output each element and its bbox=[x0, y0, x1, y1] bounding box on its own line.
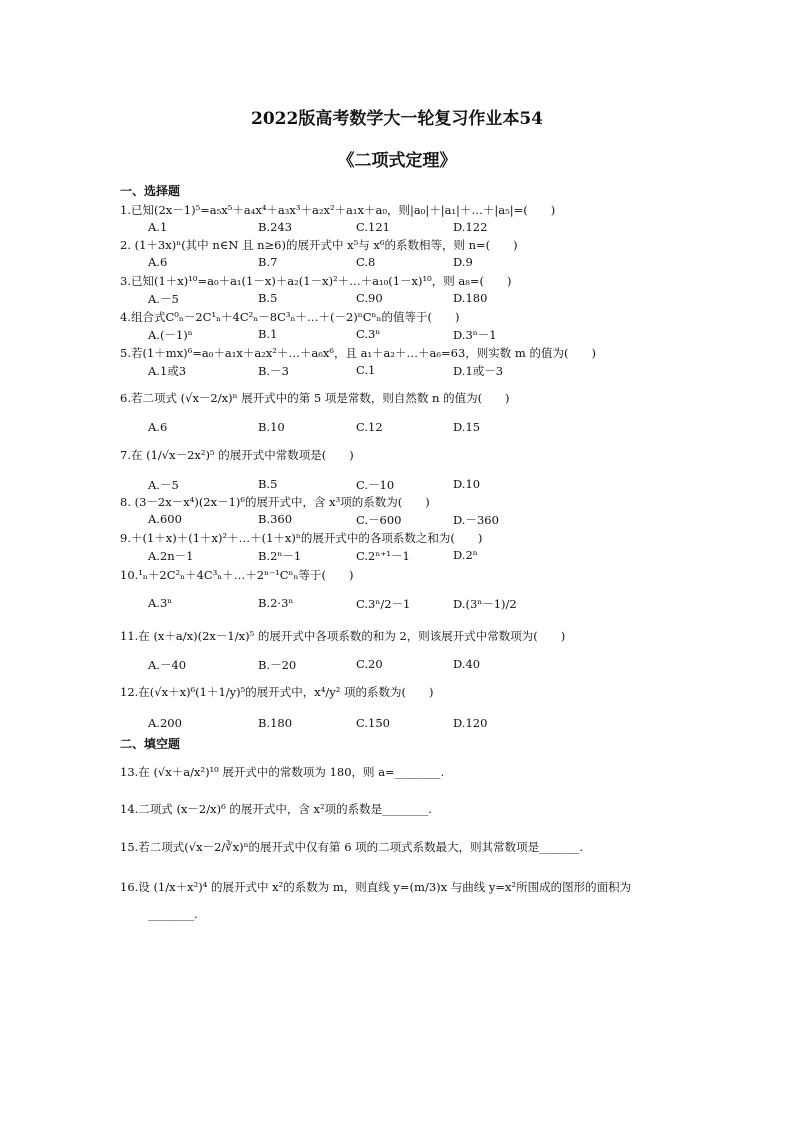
question-8: 8. (3－2x－x⁴)(2x－1)⁶的展开式中，含 x³项的系数为( ) bbox=[120, 495, 430, 509]
question-11: 11.在 (x＋a/x)(2x－1/x)⁵ 的展开式中各项系数的和为 2，则该展开式中常数项为( ) bbox=[120, 629, 566, 643]
options-11 bbox=[148, 657, 708, 673]
option-d: D.3ⁿ－1 bbox=[453, 328, 497, 342]
option-c: C.－10 bbox=[356, 478, 395, 492]
question-2: 2. (1＋3x)ⁿ(其中 n∈N 且 n≥6)的展开式中 x⁵与 x⁶的系数相等，则 n=( ) bbox=[120, 238, 518, 252]
option-a: A.6 bbox=[148, 255, 168, 269]
option-b: B.2ⁿ－1 bbox=[258, 549, 302, 563]
option-b: B.－20 bbox=[258, 658, 297, 672]
option-a: A.3ⁿ bbox=[148, 596, 173, 610]
question-10: 10.¹ₙ＋2C²ₙ＋4C³ₙ＋…＋2ⁿ⁻¹Cⁿₙ等于( ) bbox=[120, 568, 354, 582]
option-c: C.90 bbox=[356, 291, 383, 305]
question-16: 16.设 (1/x＋x²)⁴ 的展开式中 x²的系数为 m，则直线 y=(m/3)x 与曲线 y=x²所围成的图形的面积为 bbox=[120, 880, 632, 894]
options-2 bbox=[148, 255, 708, 271]
question-12: 12.在(√x＋x)⁶(1＋1/y)⁵的展开式中，x⁴/y² 项的系数为( ) bbox=[120, 685, 434, 699]
option-b: B.1 bbox=[258, 327, 278, 341]
option-b: B.2·3ⁿ bbox=[258, 596, 294, 610]
option-d: D.180 bbox=[453, 291, 488, 305]
option-a: A.－40 bbox=[148, 658, 187, 672]
option-c: C.20 bbox=[356, 657, 383, 671]
option-b: B.360 bbox=[258, 512, 293, 526]
option-c: C.12 bbox=[356, 420, 383, 434]
option-d: D.40 bbox=[453, 657, 481, 671]
option-d: D.(3ⁿ－1)/2 bbox=[453, 597, 517, 611]
option-c: C.1 bbox=[356, 363, 376, 377]
option-a: A.6 bbox=[148, 420, 168, 434]
section-heading-fill: 二、填空题 bbox=[120, 737, 181, 751]
question-9: 9.＋(1＋x)＋(1＋x)²＋…＋(1＋x)ⁿ的展开式中的各项系数之和为( ) bbox=[120, 531, 483, 545]
option-c: C.150 bbox=[356, 716, 390, 730]
question-14: 14.二项式 (x－2/x)⁶ 的展开式中，含 x²项的系数是________. bbox=[120, 802, 432, 816]
page-title: 2022版高考数学大一轮复习作业本54 bbox=[251, 109, 543, 129]
options-7 bbox=[148, 477, 708, 493]
option-b: B.5 bbox=[258, 477, 278, 491]
option-a: A.2n－1 bbox=[148, 549, 194, 563]
option-b: B.180 bbox=[258, 716, 293, 730]
option-d: D.2ⁿ bbox=[453, 548, 478, 562]
option-c: C.3ⁿ bbox=[356, 327, 381, 341]
option-b: B.7 bbox=[258, 255, 278, 269]
option-a: A.600 bbox=[148, 512, 182, 526]
option-d: D.15 bbox=[453, 420, 481, 434]
option-d: D.－360 bbox=[453, 513, 499, 527]
question-1: 1.已知(2x－1)⁵=a₅x⁵＋a₄x⁴＋a₃x³＋a₂x²＋a₁x＋a₀，则|a₀|＋|a₁|＋…＋|a₅|=( ) bbox=[120, 203, 556, 217]
option-a: A.－5 bbox=[148, 292, 179, 306]
option-c: C.3ⁿ/2－1 bbox=[356, 597, 411, 611]
question-4: 4.组合式C⁰ₙ－2C¹ₙ＋4C²ₙ－8C³ₙ＋…＋(－2)ⁿCⁿₙ的值等于( ) bbox=[120, 310, 460, 324]
question-5: 5.若(1＋mx)⁶=a₀＋a₁x＋a₂x²＋…＋a₆x⁶，且 a₁＋a₂＋…＋a₆=63，则实数 m 的值为( ) bbox=[120, 346, 596, 360]
option-b: B.－3 bbox=[258, 364, 289, 378]
option-a: A.200 bbox=[148, 716, 182, 730]
option-c: C.－600 bbox=[356, 513, 402, 527]
question-16-blank: ________. bbox=[148, 907, 198, 921]
option-a: A.1 bbox=[148, 220, 168, 234]
option-d: D.122 bbox=[453, 220, 488, 234]
options-6 bbox=[148, 420, 708, 436]
option-b: B.10 bbox=[258, 420, 285, 434]
option-c: C.8 bbox=[356, 255, 376, 269]
options-1 bbox=[148, 220, 708, 236]
question-3: 3.已知(1＋x)¹⁰=a₀＋a₁(1－x)＋a₂(1－x)²＋…＋a₁₀(1－x)¹⁰，则 a₈=( ) bbox=[120, 274, 512, 288]
options-3 bbox=[148, 291, 708, 307]
option-d: D.1或－3 bbox=[453, 364, 504, 378]
option-c: C.121 bbox=[356, 220, 390, 234]
option-b: B.243 bbox=[258, 220, 293, 234]
section-heading-choice: 一、选择题 bbox=[120, 184, 181, 198]
options-12 bbox=[148, 716, 708, 732]
question-7: 7.在 (1/√x－2x²)⁵ 的展开式中常数项是( ) bbox=[120, 448, 354, 462]
question-15: 15.若二项式(√x－2/∛x)ⁿ的展开式中仅有第 6 项的二项式系数最大，则其常数项是_______. bbox=[120, 840, 584, 854]
question-13: 13.在 (√x＋a/x²)¹⁰ 展开式中的常数项为 180，则 a=________. bbox=[120, 765, 445, 779]
option-c: C.2ⁿ⁺¹－1 bbox=[356, 549, 410, 563]
option-a: A.1或3 bbox=[148, 364, 187, 378]
option-a: A.－5 bbox=[148, 478, 179, 492]
options-9 bbox=[148, 548, 708, 564]
option-d: D.9 bbox=[453, 255, 473, 269]
option-d: D.10 bbox=[453, 477, 481, 491]
options-5 bbox=[148, 363, 708, 379]
options-10 bbox=[148, 596, 708, 612]
option-d: D.120 bbox=[453, 716, 488, 730]
page-subtitle: 《二项式定理》 bbox=[337, 151, 457, 171]
options-8 bbox=[148, 512, 708, 528]
question-6: 6.若二项式 (√x－2/x)ⁿ 展开式中的第 5 项是常数，则自然数 n 的值为( ) bbox=[120, 391, 510, 405]
option-b: B.5 bbox=[258, 291, 278, 305]
options-4 bbox=[148, 327, 708, 343]
option-a: A.(－1)ⁿ bbox=[148, 328, 193, 342]
